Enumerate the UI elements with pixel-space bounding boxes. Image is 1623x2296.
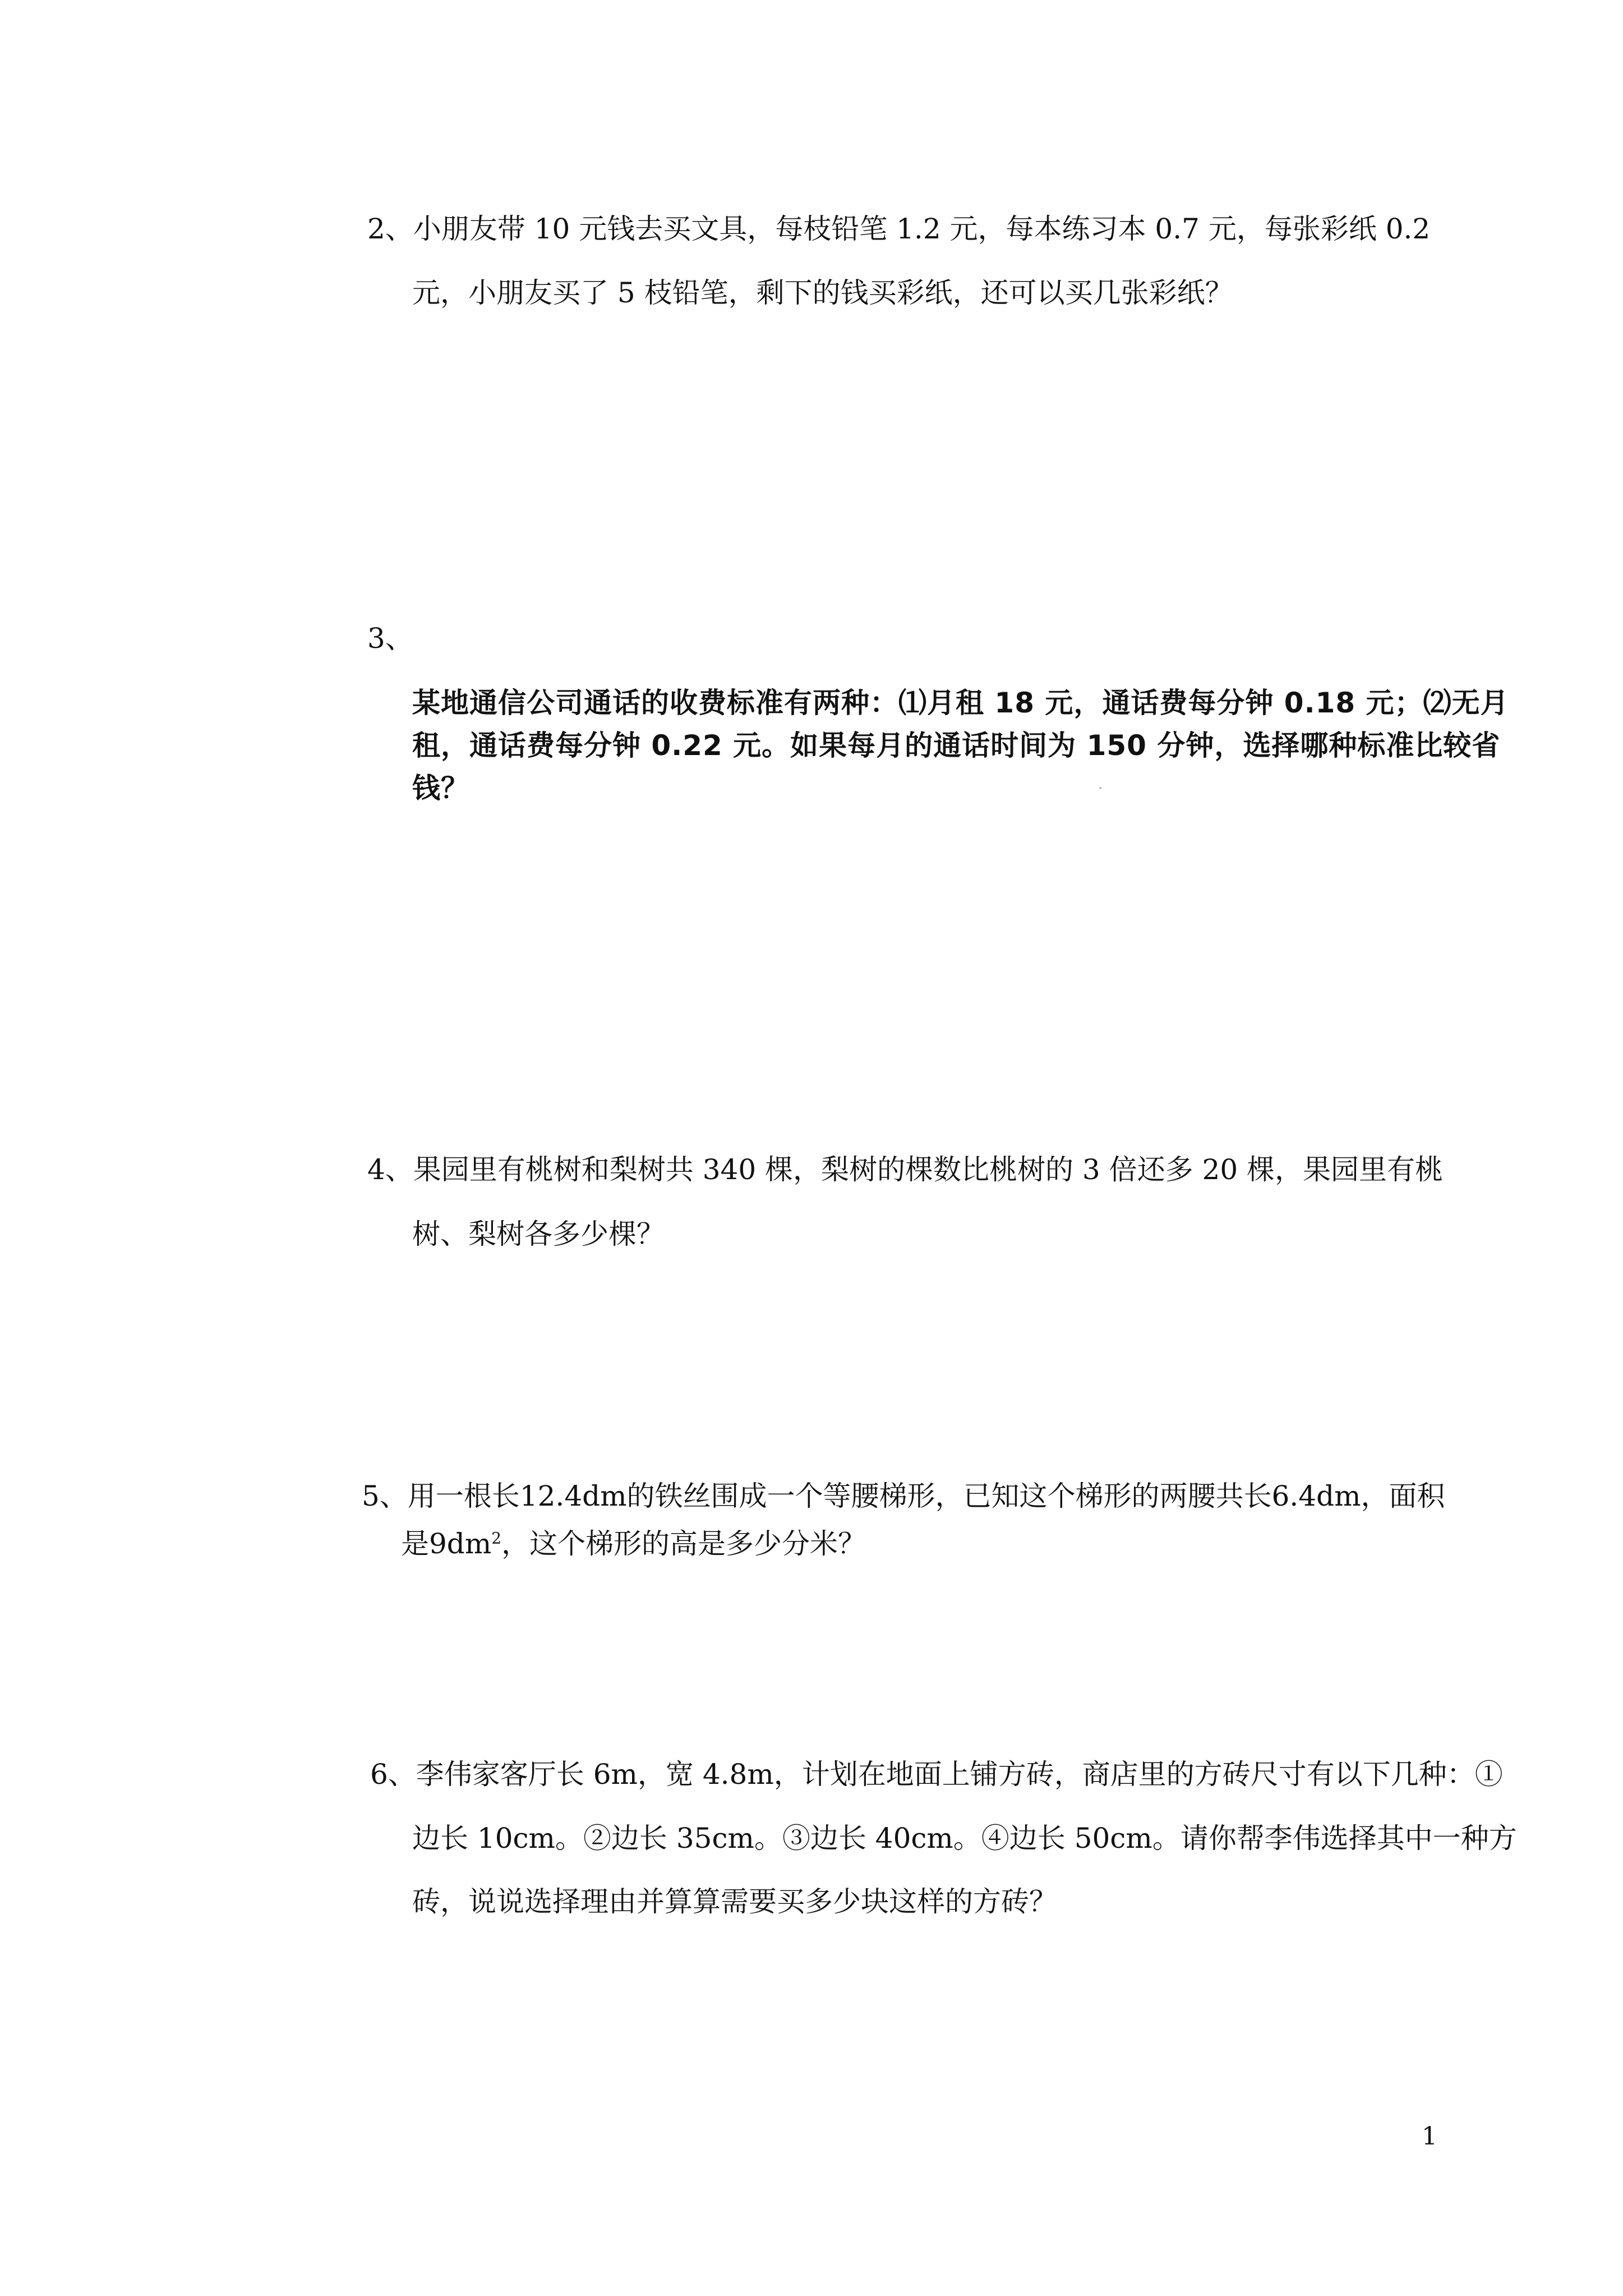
q5-line2-post: ，这个梯形的高是多少分米？ [501, 1527, 866, 1560]
q5-line1: 5、用一根长12.4dm的铁丝围成一个等腰梯形，已知这个梯形的两腰共长6.4dm，面积 [362, 1480, 1445, 1512]
q3-line1: 某地通信公司通话的收费标准有两种：⑴月租 18 元，通话费每分钟 0.18 元；⑵无月 [412, 687, 1509, 719]
q3-number: 3、 [367, 622, 413, 655]
q2-line1: 2、小朋友带 10 元钱去买文具，每枝铅笔 1.2 元，每本练习本 0.7 元，每张彩纸 0.2 [367, 213, 1431, 245]
q5-line2-sup: 2 [491, 1529, 502, 1548]
q2-line2: 元，小朋友买了 5 枝铅笔，剩下的钱买彩纸，还可以买几张彩纸？ [412, 277, 1233, 309]
q5-line2-pre: 是9dm [401, 1527, 492, 1560]
q3-line2: 租，通话费每分钟 0.22 元。如果每月的通话时间为 150 分钟，选择哪种标准比较省 [412, 729, 1501, 762]
q6-line2: 边长 10cm。②边长 35cm。③边长 40cm。④边长 50cm。请你帮李伟选择其中一种方 [412, 1822, 1517, 1855]
q4-line1: 4、果园里有桃树和梨树共 340 棵，梨树的棵数比桃树的 3 倍还多 20 棵，果园里有桃 [367, 1153, 1444, 1186]
q6-line3: 砖，说说选择理由并算算需要买多少块这样的方砖？ [412, 1885, 1057, 1918]
scan-speck [1099, 787, 1101, 789]
page-number: 1 [1422, 2122, 1437, 2151]
q4-line2: 树、梨树各多少棵？ [412, 1218, 665, 1250]
q6-line1: 6、李伟家客厅长 6m，宽 4.8m，计划在地面上铺方砖，商店里的方砖尺寸有以下几种：① [370, 1758, 1503, 1791]
q5-line2 [401, 1527, 866, 1560]
q3-line3: 钱？ [412, 772, 469, 804]
